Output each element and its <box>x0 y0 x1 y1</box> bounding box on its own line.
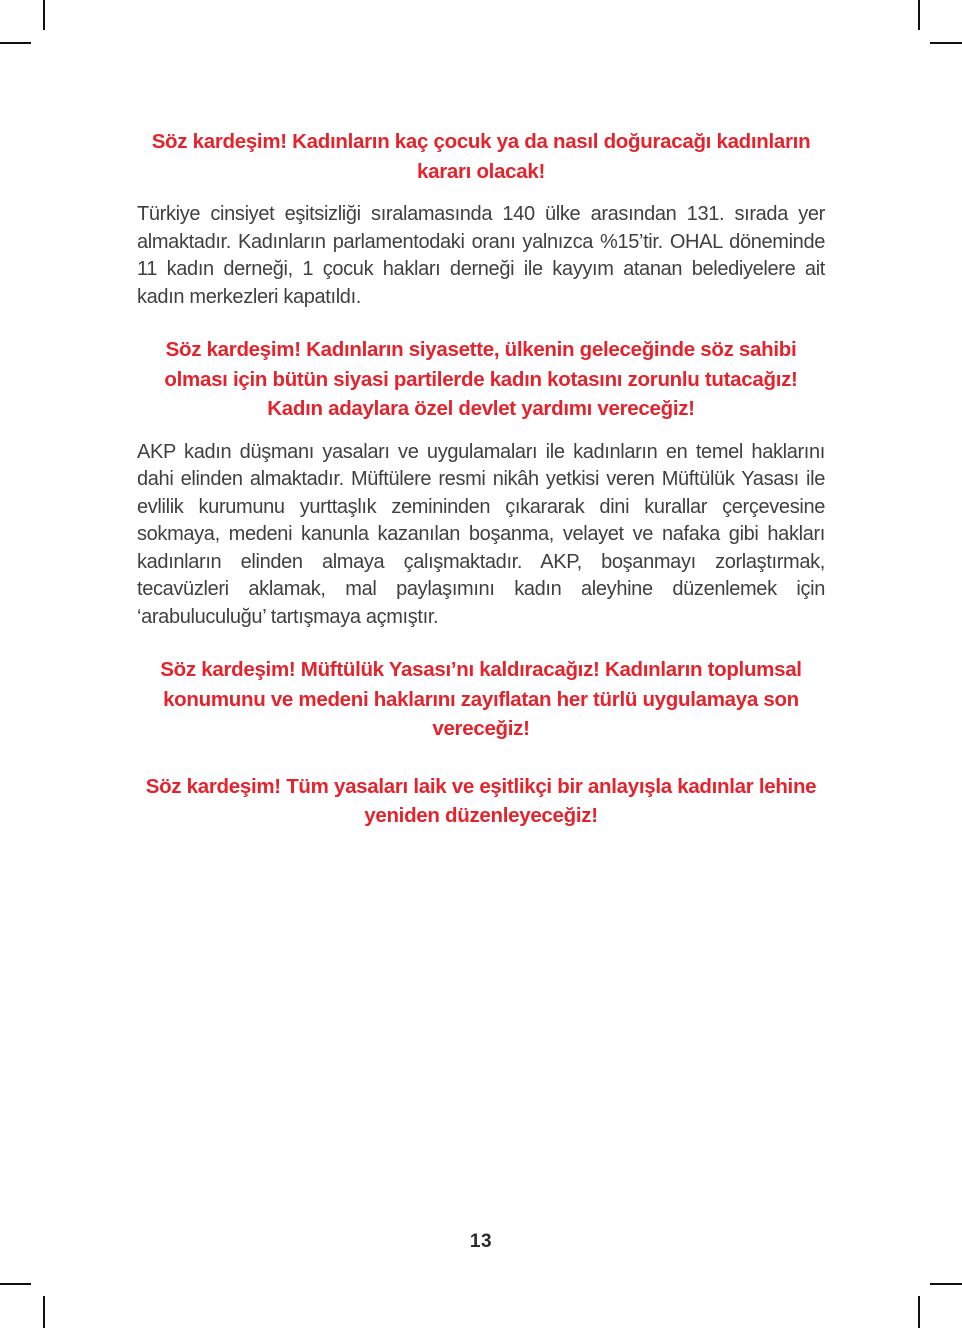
crop-mark-bottom-left-vertical <box>43 1296 45 1328</box>
crop-mark-bottom-right-horizontal <box>930 1283 962 1285</box>
crop-mark-top-right-vertical <box>918 0 920 30</box>
crop-mark-top-left-vertical <box>43 0 45 30</box>
text-column <box>137 0 825 831</box>
crop-mark-bottom-right-vertical <box>918 1296 920 1328</box>
crop-mark-top-left-horizontal <box>0 42 31 44</box>
page-number: 13 <box>469 1231 493 1252</box>
body-paragraph-1: Türkiye cinsiyet eşitsizliği sıralamasında 140 ülke arasından 131. sırada yer almaktadır. Kadınların parlamentodaki oranı yalnızca %15’tir. OHAL döneminde 11 kadın derneği, 1 çocuk hakları derneği ile kayyım atanan belediyelere ait kadın merkezleri kapatıldı. <box>137 203 825 308</box>
crop-mark-top-right-horizontal <box>930 42 962 44</box>
slogan-heading-3: Söz kardeşim! Müftülük Yasası’nı kaldıracağız! Kadınların toplumsal konumunu ve medeni haklarını zayıflatan her türlü uygulamaya son vereceğiz! <box>160 658 802 740</box>
crop-mark-bottom-left-horizontal <box>0 1283 31 1285</box>
body-paragraph-2: AKP kadın düşmanı yasaları ve uygulamaları ile kadınların en temel haklarını dahi elinden almaktadır. Müftülere resmi nikâh yetkisi veren Müftülük Yasası ile evlilik kurumunu yurttaşlık zemininden çıkararak dini kurallar çerçevesine sokmaya, medeni kanunla kazanılan boşanma, velayet ve nafaka gibi hakları kadınların elinden almaya çalışmaktadır. AKP, boşanmayı zorlaştırmak, tecavüzleri aklamak, mal paylaşımını kadın aleyhine düzenlemek için ‘arabuluculuğu’ tartışmaya açmıştır. <box>137 440 825 628</box>
slogan-heading-1: Söz kardeşim! Kadınların kaç çocuk ya da nasıl doğuracağı kadınların kararı olacak! <box>151 130 811 183</box>
slogan-heading-4: Söz kardeşim! Tüm yasaları laik ve eşitlikçi bir anlayışla kadınlar lehine yeniden düzenleyeceğiz! <box>145 774 817 827</box>
slogan-heading-2: Söz kardeşim! Kadınların siyasette, ülkenin geleceğinde söz sahibi olması için bütün siyasi partilerde kadın kotasını zorunlu tutacağız! Kadın adaylara özel devlet yardımı vereceğiz! <box>164 338 798 420</box>
